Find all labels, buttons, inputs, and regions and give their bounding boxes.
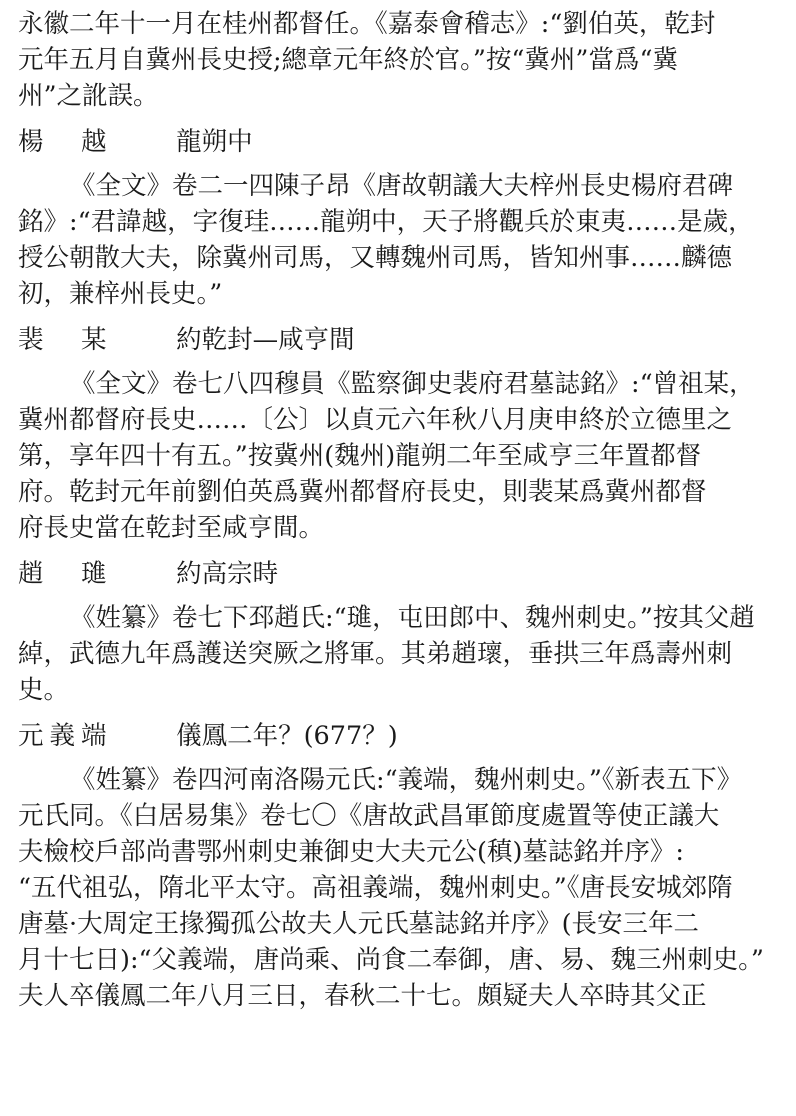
entry-era: 儀鳳二年？(677？) <box>176 721 398 751</box>
text-line: “五代祖弘，隋北平太守。高祖義端，魏州刺史。”《唐長安城郊隋 <box>18 873 733 903</box>
text-line: 州”之訛誤。 <box>18 81 159 111</box>
entry-heading <box>18 552 782 596</box>
text-line: 月十七日):“父義端，唐尚乘、尚食二奉御，唐、易、魏三州刺史。” <box>18 945 764 975</box>
intro-paragraph <box>18 6 782 114</box>
text-line: 夫檢校戶部尚書鄂州刺史兼御史大夫元公(稹)墓誌銘并序》: <box>18 837 684 867</box>
text-line: 元年五月自冀州長史授;總章元年終於官。”按“冀州”當爲“冀 <box>18 45 678 75</box>
text-line: 夫人卒儀鳳二年八月三日，春秋二十七。頗疑夫人卒時其父正 <box>18 981 707 1011</box>
entry-name: 楊 越 <box>18 127 113 157</box>
text-line: 《全文》卷二一四陳子昂《唐故朝議大夫梓州長史楊府君碑 <box>70 171 734 201</box>
document-page <box>18 6 782 1014</box>
text-line: 元氏同。《白居易集》卷七〇《唐故武昌軍節度處置等使正議大 <box>18 801 720 831</box>
text-line: 授公朝散大夫，除冀州司馬，又轉魏州司馬，皆知州事……麟德 <box>18 243 733 273</box>
entry-heading <box>18 120 782 164</box>
text-line: 第，享年四十有五。”按冀州(魏州)龍朔二年至咸亨三年置都督 <box>18 441 702 471</box>
text-line: 綽，武德九年爲護送突厥之將軍。其弟趙瓌，垂拱三年爲壽州刺 <box>18 639 733 669</box>
text-line: 府。乾封元年前劉伯英爲冀州都督府長史，則裴某爲冀州都督 <box>18 477 707 507</box>
entry-heading <box>18 318 782 362</box>
text-line: 初，兼梓州長史。” <box>18 279 223 309</box>
text-line: 《全文》卷七八四穆員《監察御史裴府君墓誌銘》:“曾祖某， <box>70 369 755 399</box>
entry-era: 約高宗時 <box>176 559 279 589</box>
entry-body <box>18 366 782 546</box>
text-line: 府長史當在乾封至咸亨間。 <box>18 513 325 543</box>
entry-era: 龍朔中 <box>176 127 253 157</box>
entry-body <box>18 762 782 1014</box>
text-line: 銘》:“君諱越，字復珪……龍朔中，天子將觀兵於東夷……是歲， <box>18 207 754 237</box>
entry-body <box>18 600 782 708</box>
entry-heading <box>18 714 782 758</box>
entry-name: 元義端 <box>18 721 113 751</box>
text-line: 冀州都督府長史……〔公〕以貞元六年秋八月庚申終於立德里之 <box>18 405 733 435</box>
entry-name: 裴 某 <box>18 325 113 355</box>
text-line: 《姓纂》卷七下邳趙氏:“璡，屯田郎中、魏州刺史。”按其父趙 <box>70 603 755 633</box>
text-line: 史。 <box>18 675 70 705</box>
text-line: 唐墓·大周定王掾獨孤公故夫人元氏墓誌銘并序》(長安三年二 <box>18 909 700 939</box>
text-line: 《姓纂》卷四河南洛陽元氏:“義端，魏州刺史。”《新表五下》 <box>70 765 743 795</box>
entry-body <box>18 168 782 312</box>
entry-era: 約乾封—咸亨間 <box>176 325 355 355</box>
entry-name: 趙 璡 <box>18 559 113 589</box>
text-line: 永徽二年十一月在桂州都督任。《嘉泰會稽志》:“劉伯英，乾封 <box>18 9 716 39</box>
